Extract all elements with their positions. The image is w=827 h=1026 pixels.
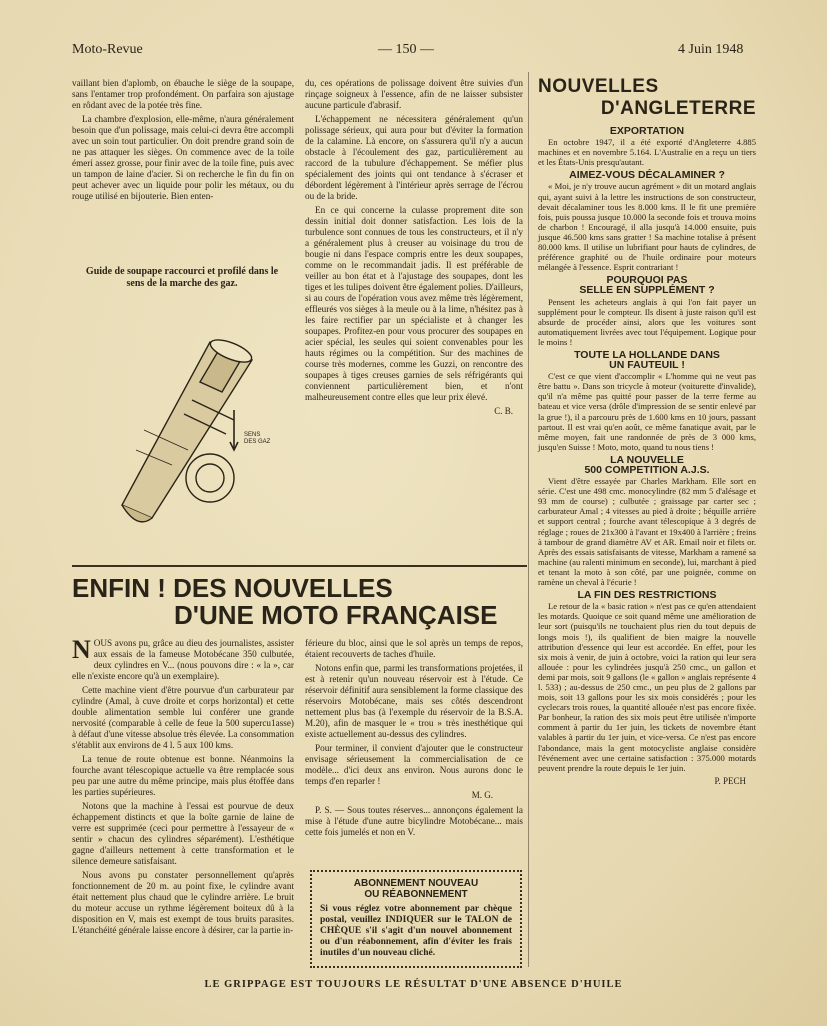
header-magazine-name: Moto-Revue (72, 42, 143, 57)
col3-heading: LA NOUVELLE (610, 453, 684, 466)
col3-heading: SELLE EN SUPPLÉMENT ? (579, 284, 715, 297)
article2-signature: M. G. (471, 790, 493, 800)
article2-postscript: P. S. — Sous toutes réserves... annonçons également la mise à l'étude d'une autre bicylindre Motobécane... mais cette fois jumelés et non en V. (305, 805, 523, 837)
article2-paragraph (72, 635, 294, 682)
article2-paragraph: Nous avons pu constater personnellement qu'après fonctionnement de 20 m. au point fixe, le cylindre avant était nettement plus chaud que le cylindre arrière. Le bruit du moteur accuse un rythme légèrement boiteux dû à la disposition en V, mais est exempt de tous bruits parasites. L'étanchéité générale laisse encore à désirer, car la partie in- (72, 870, 294, 935)
article2-paragraph: La tenue de route obtenue est bonne. Néanmoins la fourche avant télescopique actuelle va être remplacée sous peu par une autre du même principe, mais plus étoffée dans les parties supérieures. (72, 754, 294, 797)
col3-paragraph: « Moi, je n'y trouve aucun agrément » dit un motard anglais qui, ayant suivi à la lettre les instructions de son constructeur, devait décalaminer tous les 8.000 kms. Il le fit une première fois, puis poussa jusque 10.000 la seconde fois et trouva moins de charbon ! Encouragé, il alla jusqu'à 14.000 ensuite, puis jusque 46.500 kms sans gratter ! Sa machine totalise à présent 80.000 kms. Il utilise un lubrifiant pour hauts de cylindres, de préférence graphité ou de l'huile ordinaire pour moteurs mélangée à l'essence. Esprit contrariant ! (538, 181, 756, 273)
subscription-title1: ABONNEMENT NOUVEAU (353, 878, 479, 889)
figure-caption: Guide de soupape raccourci et profilé dans le sens de la marche des gaz. (85, 266, 279, 289)
subscription-title2: OU RÉABONNEMENT (364, 889, 468, 900)
col3-title-line2: D'ANGLETERRE (600, 98, 756, 119)
section-divider (72, 565, 527, 567)
col3-paragraph: Pensent les acheteurs anglais à qui l'on fait payer un supplément pour le compteur. Ils disent à juste raison qu'il est absurde de procéder ainsi, alors que les voitures sont automatiquement livrées avec tout l'équipement. Logique pour le moins ! (538, 296, 756, 347)
col3-text (538, 124, 756, 790)
figure-label: SENS DES GAZ (244, 432, 271, 445)
article-title-line1: ENFIN ! DES NOUVELLES (72, 573, 393, 603)
header-page-number: — 150 — (378, 42, 434, 57)
col3-signature: P. PECH (714, 775, 746, 786)
col3-paragraph: Vient d'être essayée par Charles Markham. Elle sort en série. C'est une 498 cmc. monocylindre (82 mm 5 d'alésage et 93 mm de course) ; culbutée ; graissage par carter sec ; carburateur Amal ; 4 vitesses au pied à droite ; béquille arrière et support central ; fourche avant télescopique à 3 degrés de réglage ; roues de 21x300 à l'avant et 19x400 à l'arrière ; freins à tambour de grand diamètre AV et AR. Email noir et filets or. Après des essais satisfaisants de vitesse, Markham a ramené sa machine (au ralenti minimum en seconde), lui, marchant à pied et tenant la moto à son côté, par une poignée, comme on ramène un cheval à l'écurie ! (538, 476, 756, 588)
col3-heading: UN FAUTEUIL ! (609, 359, 685, 372)
article2-col-a (72, 635, 294, 939)
col3-paragraph: C'est ce que vient d'accomplir « L'homme qui ne veut pas être battu ». Dans son tricycle à moteur (voiturette d'invalide), qu'il n'a même pas quitté pour passer de la terre ferme au bateau et vice versa (drôle d'impression de se sentir enlevé par la grue !), il a parcouru près de 1.600 kms en 10 jours, passant partout. Il est vrai qu'en août, ce même fanatique avait, par le même moyen, fait une randonnée de près de 3 000 kms, jusqu'en Suisse ! Moto, moto, quand tu nous tiens ! (538, 371, 756, 452)
col2-paragraph: L'échappement ne nécessitera généralement qu'un polissage sérieux, qui aura pour but d'éviter la formation de la calamine. Là encore, on s'assurera qu'il n'y a aucun obstacle à l'écoulement des gaz, particulièrement au raccord de la tubulure d'échappement. Se méfier plus spécialement des joints qui ont tendance à s'écraser et débordent légèrement à l'intérieur après serrage de l'écrou ou de la bride. (305, 114, 523, 201)
col3-paragraph: En octobre 1947, il a été exporté d'Angleterre 4.885 machines et en novembre 5.164. L'Australie en a reçu un tiers et les États-Unis presqu'autant. (538, 137, 756, 168)
column-divider (528, 72, 529, 967)
col2-paragraph: En ce qui concerne la culasse proprement dite son dessin initial doit donner satisfaction. Les lois de la turbulence sont connues de tous les constructeurs, et il n'y a généralement plus à creuser au voisinage du trou de bougie ni dans l'espace compris entre les deux soupapes, comme on le recommandait jadis. Il est préférable de veiller au bon état et à l'ajustage des soupapes, dont les tiges et les tulipes doivent être également polies. D'ailleurs, si au cours de l'opération vous avez même très légèrement, effleurés vos sièges à la meule ou à la lime, n'hésitez pas à les faire rectifier par un spécialiste et à changer les soupapes. Profitez-en pour vous procurer des soupapes en acier spécial, les seules qui soient convenables pour les hauts régimes ou la compétition. Sur des machines de course très modernes, comme les Guzzi, on rencontre des soupapes à tiges creuses garnies de sels réfrigérants qui conviennent particulièrement bien, et n'ont malheureusement contre elles que leur prix élevé. (305, 205, 524, 402)
article2-paragraph: Pour terminer, il convient d'ajouter que le constructeur envisage sérieusement la commercialisation de ce modèle... d'ici deux ans environ. Nous aurons donc le temps d'en reparler ! (305, 743, 523, 786)
article-title-line2: D'UNE MOTO FRANÇAISE (174, 600, 498, 630)
article2-intro: OUS avons pu, grâce au dieu des journalistes, assister aux essais de la fameuse Motobécane 350 culbutée, deux cylindres en V... (nous pouvons dire : « la », car elle n'existe encore qu'à un exemplaire). (72, 638, 294, 681)
article2-col-b (305, 638, 523, 841)
col3 (538, 76, 756, 120)
col2-text (305, 78, 523, 421)
page-footer-slogan: LE GRIPPAGE EST TOUJOURS LE RÉSULTAT D'UNE ABSENCE D'HUILE (204, 979, 623, 990)
col3-heading: 500 COMPETITION A.J.S. (584, 464, 710, 476)
article2-paragraph: Notons enfin que, parmi les transformations projetées, il est à retenir qu'un nouveau réservoir est à l'étude. Ce réservoir définitif aura sensiblement la forme classique des réservoirs Motobécane, mais ses côtés descendront nettement plus bas (à l'exemple du réservoir de la B.S.A. M.20), afin de masquer le « trou » très inesthétique qui existe actuellement au-dessus des cylindres. (305, 663, 523, 739)
header-date: 4 Juin 1948 (678, 42, 744, 57)
col2-signature: C. B. (494, 406, 513, 416)
col1-paragraph: La chambre d'explosion, elle-même, n'aura généralement besoin que d'un polissage, mais celui-ci devra être accompli avec un soin tout particulier. On doit prendre grand soin de ne pas attaquer les sièges. On commence avec de la toile émeri assez grosse, pour finir avec de la toile fine, puis avec un tampon de laine d'acier. Si on recherche le fin du fin on peut achever avec un liquide pour polir les métaux, ou du rouge utilisé en bijouterie. Bien enten- (72, 114, 294, 201)
subscription-body: Si vous réglez votre abonnement par chèque postal, veuillez INDIQUER sur le TALON de CHÈQUE s'il s'agit d'un nouvel abonnement ou d'un réabonnement, afin d'éviter les frais inutiles d'un nouveau cliché. (320, 904, 512, 958)
article2-paragraph: Cette machine vient d'être pourvue d'un carburateur par cylindre (Amal, à cuve droite et corps horizontal) et cette double alimentation semble lui conférer une grande nervosité (comparable à celle de feue la 500 supercu1asse) à défaut d'une vitesse absolue très élevée. La consommation s'établit aux environs de 4 l. 5 aux 100 kms. (72, 685, 294, 750)
col3-title-line1: NOUVELLES (538, 76, 659, 97)
col1-paragraph: vaillant bien d'aplomb, on ébauche le siège de la soupape, sans l'entamer trop profondément. On parfaira son ajustage en rôdant avec de la potée très fine. (72, 78, 294, 110)
col3-heading: POURQUOI PAS (606, 274, 688, 287)
col3-heading: AIMEZ-VOUS DÉCALAMINER ? (569, 169, 725, 182)
col3-heading: TOUTE LA HOLLANDE DANS (574, 348, 720, 361)
drop-cap: N (72, 635, 91, 664)
col2-paragraph: du, ces opérations de polissage doivent être suivies d'un rinçage soigneux à l'essence, afin de ne laisser subsister aucune particule d'abrasif. (305, 78, 523, 110)
article2-paragraph: férieure du bloc, ainsi que le sol après un temps de repos, étaient recouverts de taches d'huile. (305, 638, 523, 659)
article2-paragraph: Notons que la machine à l'essai est pourvue de deux échappement distincts et que la boîte garnie de laine de verre est supprimée (ceci pour permettre à l'essayeur de « sentir » chacun des cylindres séparément). L'esthétique gagne d'ailleurs nettement à cette transformation et le silence demeure satisfaisant. (72, 801, 294, 866)
col3-paragraph: Le retour de la « basic ration » n'est pas ce qu'en attendaient les motards. Quoique ce soit quand même une amélioration de leur sort (puisqu'ils ne touchaient plus rien du tout depuis de longs mois !), ils qualifient de bien maigre la nouvelle attribution d'essence qui leur est accordée. En effet, pour les six mois à venir, de juin à octobre, voici la ration qui leur sera allouée : pour les cylindrées jusqu'à 250 cmc., un gallon et demi par mois, soit 9 gallons (le « gallon » anglais représente 4 l. 533) ; au-dessus de 250 cmc., un peu plus de 2 gallons par mois, soit 13 gallons pour les six mois considérés ; pour les cyclecars trois roues, la quantité allouée n'est pas encore fixée. Par bonheur, la ration des six mois peut être utilisée n'importe comment à partir du 1er juin, les tickets de novembre étant valables à partir du 1er juin, et vice-versa. Ce n'est pas encore l'abondance, mais la gent motocycliste anglaise considère l'événement avec une certaine satisfaction : 375.000 motards peuvent prendre la route depuis le 1er juin. (538, 601, 756, 773)
subscription-notice (310, 870, 522, 968)
col3-heading: EXPORTATION (609, 125, 685, 137)
col3-heading: LA FIN DES RESTRICTIONS (577, 589, 717, 602)
col1-text (72, 78, 294, 205)
